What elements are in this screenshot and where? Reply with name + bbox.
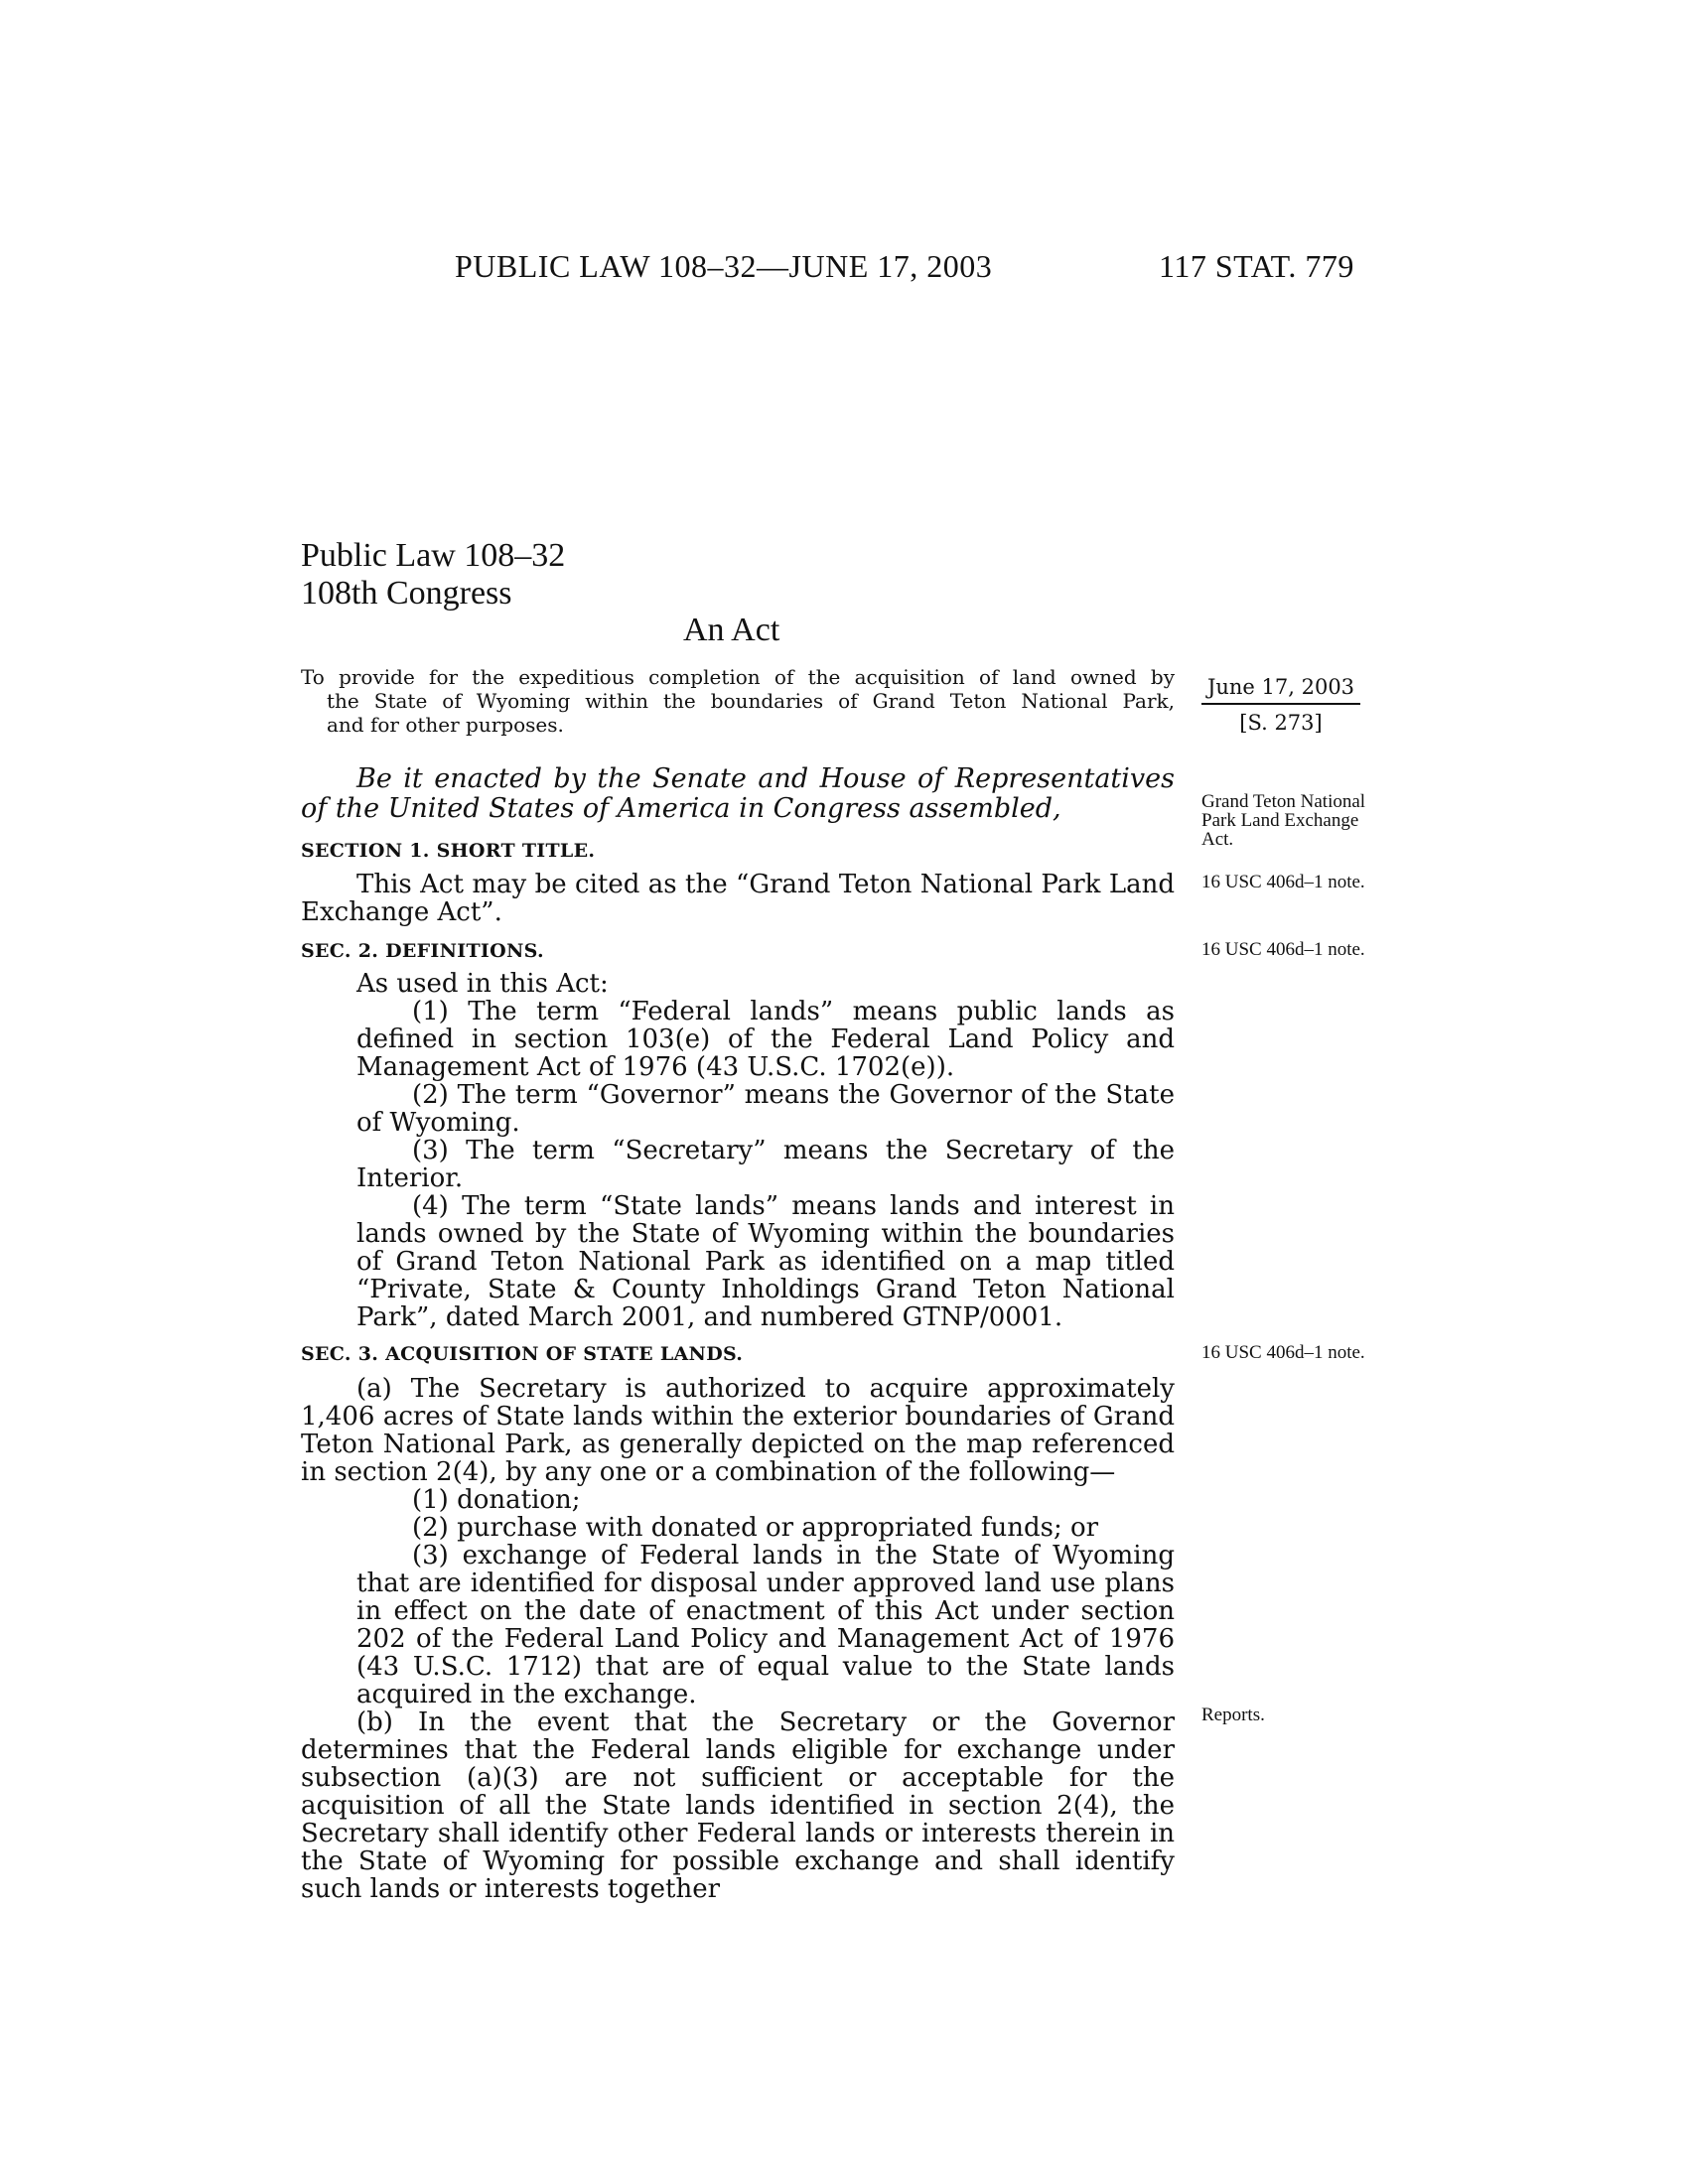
- margin-note-reports: Reports.: [1201, 1705, 1265, 1725]
- section-1-text: This Act may be cited as the “Grand Teton National Park Land Exchange Act”.: [301, 870, 1175, 927]
- section-2-body: [301, 970, 1175, 1331]
- purpose-statement: [301, 665, 1175, 737]
- definition-4: (4) The term “State lands” means lands and interest in lands owned by the State of Wyoming within the boundaries of Grand Teton National Park as identified on a map titled “Private, State & County Inholdings Grand Teton National Park”, dated March 2001, and numbered GTNP/0001.: [356, 1191, 1175, 1332]
- definition-3: (3) The term “Secretary” means the Secretary of the Interior.: [356, 1136, 1175, 1193]
- subsection-a-1: (1) donation;: [412, 1485, 581, 1515]
- section-3-body: [301, 1375, 1175, 1903]
- section-2-heading: SEC. 2. DEFINITIONS.: [301, 940, 544, 962]
- margin-note-usc-1: 16 USC 406d–1 note.: [1201, 872, 1365, 892]
- enacting-clause: Be it enacted by the Senate and House of Representatives of the United States of America in Congress assembled,: [301, 763, 1175, 824]
- margin-note-usc-3: 16 USC 406d–1 note.: [1201, 1342, 1365, 1363]
- purpose-line-2: the State of Wyoming within the boundaries of Grand Teton National Park,: [327, 689, 1175, 713]
- margin-note-usc-2: 16 USC 406d–1 note.: [1201, 939, 1365, 960]
- act-heading: An Act: [683, 612, 780, 648]
- definition-1: (1) The term “Federal lands” means public lands as defined in section 103(e) of the Federal Land Policy and Management Act of 1976 (43 U.S.C. 1702(e)).: [356, 997, 1175, 1082]
- definitions-intro: As used in this Act:: [356, 969, 609, 999]
- subsection-b: (b) In the event that the Secretary or the Governor determines that the Federal lands eligible for exchange under subsection (a)(3) are not sufficient or acceptable for the acquisition of all the State lands identified in section 2(4), the Secretary shall identify other Federal lands or interests therein in the State of Wyoming for possible exchange and shall identify such lands or interests together: [301, 1707, 1175, 1904]
- purpose-line-1: To provide for the expeditious completion of the acquisition of land owned by: [301, 665, 1175, 689]
- definition-2: (2) The term “Governor” means the Governor of the State of Wyoming.: [356, 1080, 1175, 1138]
- margin-note-short-title: Grand Teton National Park Land Exchange Act.: [1201, 791, 1366, 850]
- running-header-left: PUBLIC LAW 108–32—JUNE 17, 2003: [455, 248, 993, 284]
- bill-number: [S. 273]: [1239, 711, 1323, 735]
- section-1-heading: SECTION 1. SHORT TITLE.: [301, 840, 596, 862]
- subsection-a-2: (2) purchase with donated or appropriated funds; or: [412, 1513, 1099, 1543]
- page-number: 117 STAT. 779: [1159, 248, 1354, 284]
- enactment-date: June 17, 2003: [1206, 675, 1355, 699]
- purpose-line-3: and for other purposes.: [327, 713, 564, 737]
- public-law-number: Public Law 108–32: [301, 537, 566, 574]
- subsection-a-3: (3) exchange of Federal lands in the State of Wyoming that are identified for disposal under approved land use plans in effect on the date of enactment of this Act under section 202 of the Federal Land Policy and Management Act of 1976 (43 U.S.C. 1712) that are of equal value to the State lands acquired in the exchange.: [356, 1541, 1175, 1709]
- congress-number: 108th Congress: [301, 575, 512, 612]
- enactment-date-box: [1201, 675, 1360, 735]
- subsection-a: (a) The Secretary is authorized to acquire approximately 1,406 acres of State lands within the exterior boundaries of Grand Teton National Park, as generally depicted on the map referenced in section 2(4), by any one or a combination of the following—: [301, 1374, 1175, 1487]
- title-block: [301, 537, 565, 613]
- section-3-heading: SEC. 3. ACQUISITION OF STATE LANDS.: [301, 1343, 744, 1365]
- date-rule: [1201, 703, 1360, 705]
